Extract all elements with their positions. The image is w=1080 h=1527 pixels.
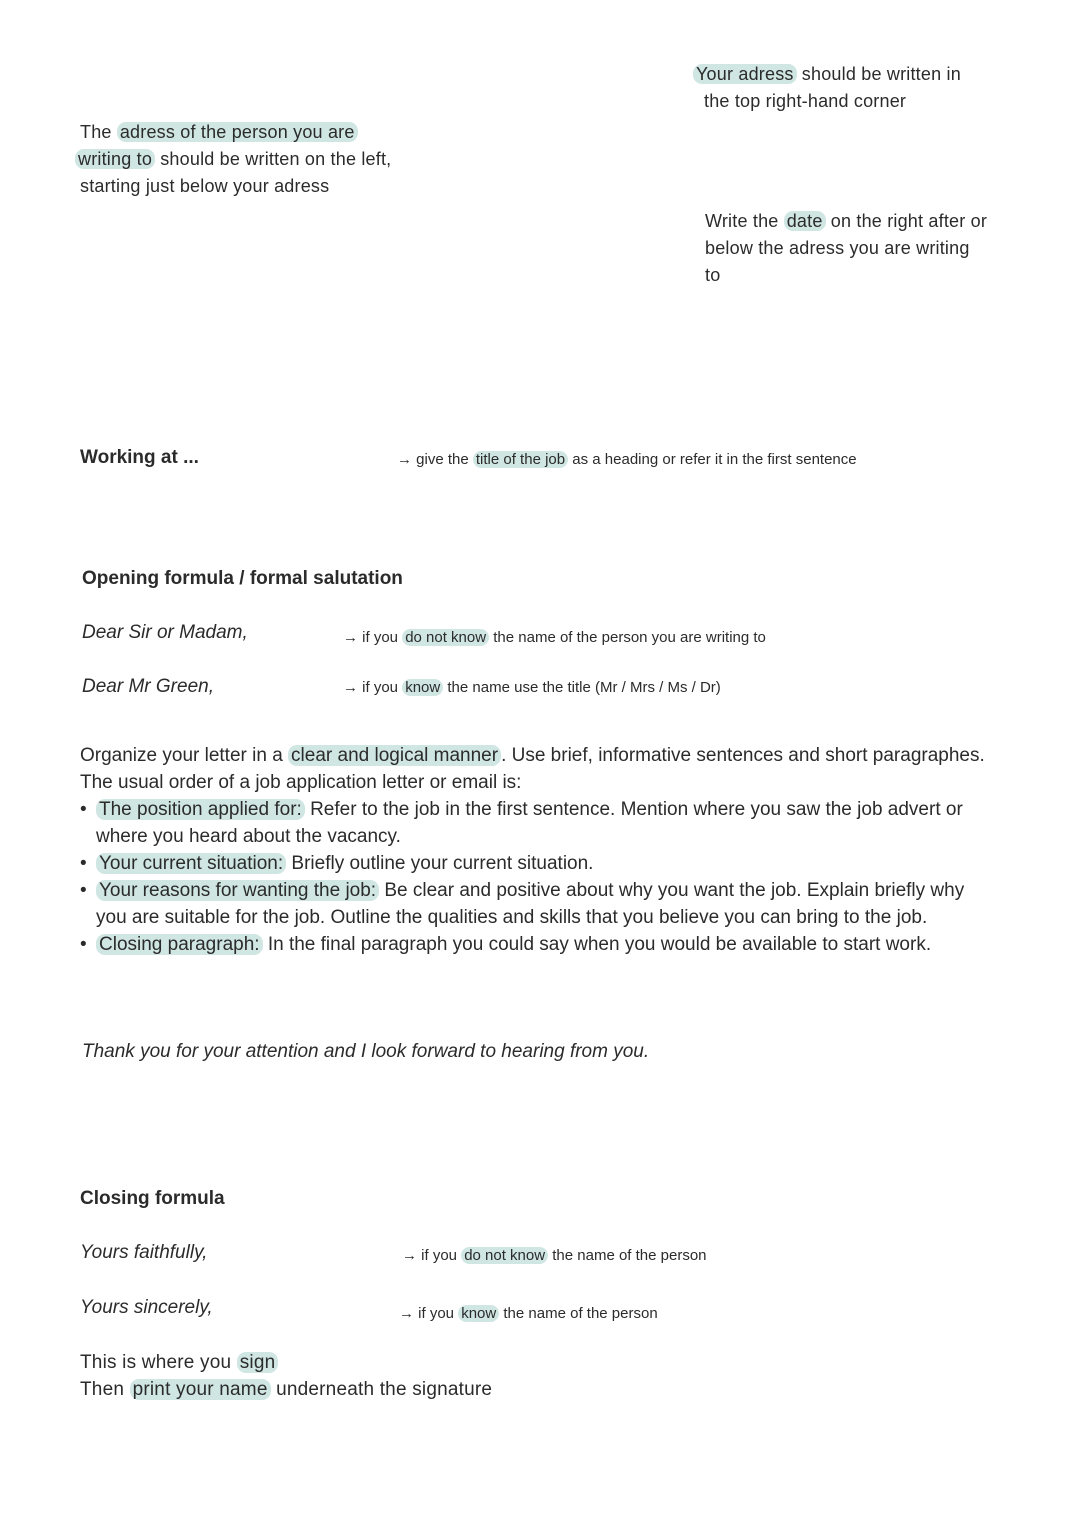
arrow-icon: → <box>343 629 358 646</box>
highlight: writing to <box>75 149 155 169</box>
highlight: print your name <box>130 1379 271 1400</box>
salutation-2: Dear Mr Green, <box>82 676 214 697</box>
highlight: adress of the person you are <box>117 122 358 142</box>
bullet-icon: • <box>80 799 87 820</box>
top-right-note: Your adress should be written in the top right-hand corner <box>693 61 1023 115</box>
body-section <box>80 742 990 958</box>
highlight: clear and logical manner <box>288 745 501 766</box>
intro-paragraph: Organize your letter in a clear and logical manner . Use brief, informative sentences and short paragraphes. <box>80 745 985 766</box>
bullet-item: • Your reasons for wanting the job: Be clear and positive about why you want the job. Explain briefly why you are suitable for the job. Outline the qualities and skills that you believe you can bring to the job. <box>80 877 990 931</box>
bullet-item: • Your current situation: Briefly outline your current situation. <box>80 850 990 877</box>
highlight: title of the job <box>473 451 568 468</box>
bullet-item: • The position applied for: Refer to the job in the first sentence. Mention where you saw the job advert or where you heard about the vacancy. <box>80 796 990 850</box>
salutation-1-note: → if you do not know the name of the person you are writing to <box>343 629 766 646</box>
highlight: The position applied for: <box>96 799 305 820</box>
opening-title: Opening formula / formal salutation <box>82 568 403 589</box>
highlight: Your adress <box>693 64 797 84</box>
left-note: The adress of the person you are writing to should be written on the left, starting just below your adress <box>80 119 480 200</box>
highlight: Your current situation: <box>96 853 286 874</box>
highlight: know <box>402 679 443 696</box>
signature-note: This is where you sign Then print your name underneath the signature <box>80 1352 493 1400</box>
arrow-icon: → <box>402 1247 417 1264</box>
closing-title: Closing formula <box>80 1188 225 1209</box>
highlight: date <box>784 211 826 231</box>
highlight: Your reasons for wanting the job: <box>96 880 379 901</box>
highlight: Closing paragraph: <box>96 934 263 955</box>
bullet-icon: • <box>80 934 87 955</box>
arrow-icon: → <box>343 679 358 696</box>
highlight: sign <box>237 1352 279 1373</box>
highlight: do not know <box>461 1247 548 1264</box>
bullet-icon: • <box>80 853 87 874</box>
highlight: know <box>458 1305 499 1322</box>
date-note: Write the date on the right after or below the adress you are writing to <box>705 211 988 285</box>
bullet-icon: • <box>80 880 87 901</box>
salutation-2-note: → if you know the name use the title (Mr / Mrs / Ms / Dr) <box>343 679 721 696</box>
bullet-item: • Closing paragraph: In the final paragraph you could say when you would be available to start work. <box>80 931 990 958</box>
closing-2-note: → if you know the name of the person <box>399 1305 658 1322</box>
arrow-icon: → <box>397 451 412 468</box>
salutation-1: Dear Sir or Madam, <box>82 622 248 643</box>
closing-2: Yours sincerely, <box>80 1297 213 1318</box>
working-at-note: → give the title of the job as a heading or refer it in the first sentence <box>397 451 857 468</box>
closing-1: Yours faithfully, <box>80 1242 208 1263</box>
closing-1-note: → if you do not know the name of the person <box>402 1247 707 1264</box>
arrow-icon: → <box>399 1305 414 1322</box>
working-at-label: Working at ... <box>80 447 199 468</box>
highlight: do not know <box>402 629 489 646</box>
thanks-line: Thank you for your attention and I look forward to hearing from you. <box>82 1041 650 1062</box>
order-line: The usual order of a job application letter or email is: <box>80 772 522 793</box>
